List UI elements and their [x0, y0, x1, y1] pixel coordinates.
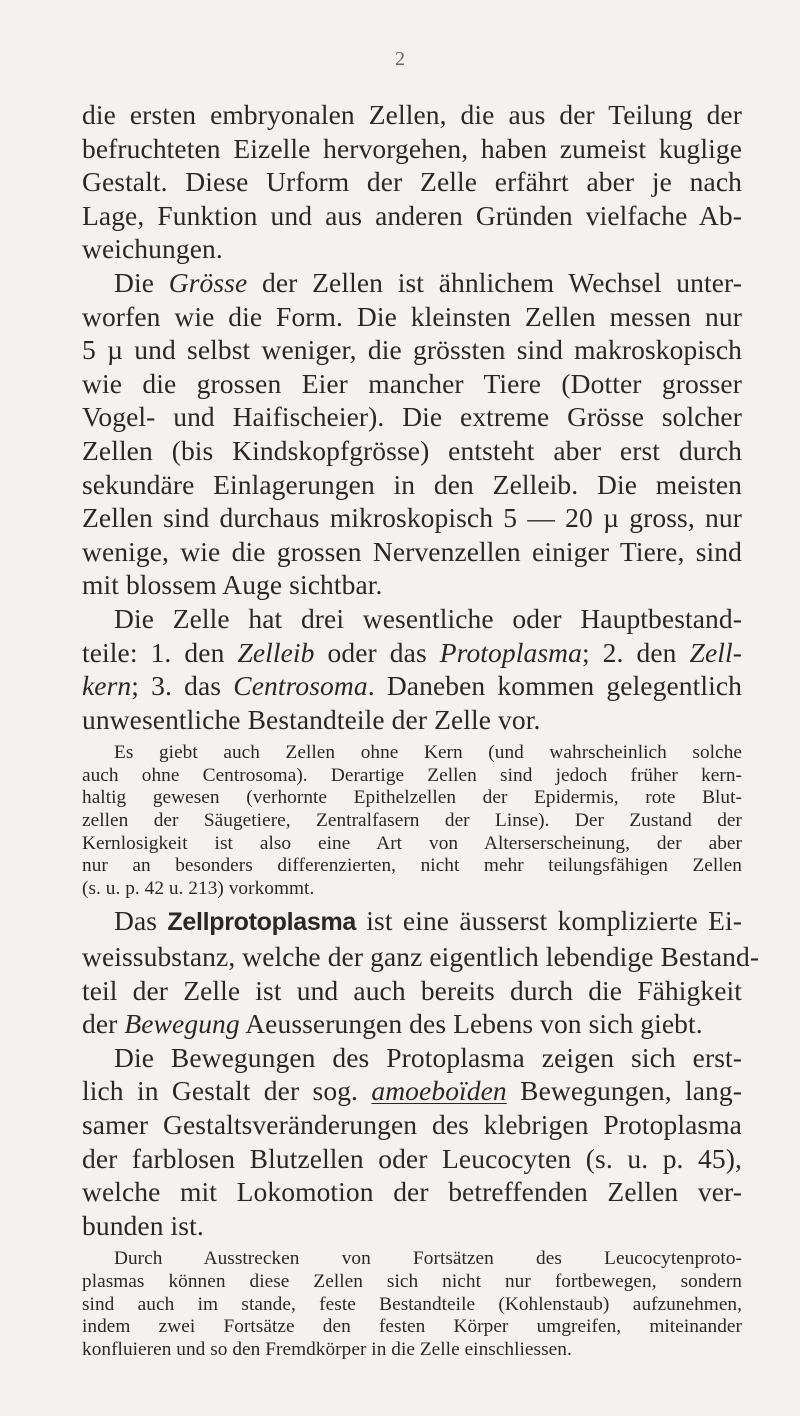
text-line: [82, 1074, 742, 1108]
text-line: Vogel- und Haifischeier). Die extreme Grösse solcher: [82, 401, 742, 433]
note-line: Es giebt auch Zellen ohne Kern (und wahrscheinlich solche: [114, 742, 742, 764]
emphasis-term: Centrosoma: [233, 670, 368, 702]
note-line: nur an besonders differenzierten, nicht mehr teilungsfähigen Zellen: [82, 855, 742, 877]
text-line: Gestalt. Diese Urform der Zelle erfährt aber je nach: [82, 166, 742, 198]
text-line: Zellen (bis Kindskopfgrösse) entsteht aber erst durch: [82, 434, 742, 466]
note-line: Kernlosigkeit ist also eine Art von Alterserscheinung, der aber: [82, 832, 742, 854]
page-number: 2: [395, 48, 405, 70]
text-line: [82, 636, 742, 670]
text-line: befruchteten Eizelle hervorgehen, haben zumeist kuglige: [82, 132, 742, 164]
text-line: [82, 669, 742, 703]
text-run: Das: [114, 905, 168, 937]
text-run: ; 2. den: [581, 636, 690, 668]
note-line: haltig gewesen (verhornte Epithelzellen der Epidermis, rote Blut-: [82, 787, 742, 809]
emphasis-term: Zell-: [689, 636, 742, 668]
note-line: Durch Ausstrecken von Fortsätzen des Leucocytenproto-: [114, 1248, 742, 1270]
note-line: sind auch im stande, feste Bestandteile (Kohlenstaub) aufzunehmen,: [82, 1293, 742, 1315]
paragraph-cell-size: [82, 266, 742, 602]
body-text: [82, 98, 760, 1361]
note-line: konfluieren und so den Fremdkörper in die Zelle einschliessen.: [82, 1338, 572, 1360]
emphasis-term: Zelleib: [237, 636, 315, 668]
text-run: oder das: [314, 636, 440, 668]
text-line: [82, 904, 742, 940]
text-run: ist eine äusserst komplizierte Ei-: [355, 905, 742, 937]
text-run: lich in Gestalt der sog.: [82, 1075, 372, 1107]
text-line: 5 µ und selbst weniger, die grössten sind makroskopisch: [82, 334, 742, 366]
text-line: weichungen.: [82, 233, 223, 265]
text-run: . Daneben kommen gelegentlich: [367, 670, 742, 702]
text-run: der: [82, 1008, 125, 1040]
text-line: [82, 1007, 742, 1041]
note-line: (s. u. p. 42 u. 213) vorkommt.: [82, 877, 315, 899]
text-run: ; 3. das: [131, 670, 234, 702]
text-line: welche mit Lokomotion der betreffenden Zellen ver-: [82, 1176, 742, 1208]
text-run: teile: 1. den: [82, 636, 238, 668]
paragraph-movements: [82, 1041, 742, 1243]
note-line: indem zwei Fortsätze den festen Körper umgreifen, miteinander: [82, 1316, 742, 1338]
text-line: wenige, wie die grossen Nervenzellen einiger Tiere, sind: [82, 535, 742, 567]
text-run: Die: [114, 266, 169, 298]
footnote-leucocyte-pseudopods: [82, 1248, 742, 1361]
text-line: wie die grossen Eier mancher Tiere (Dotter grosser: [82, 367, 742, 399]
note-line: auch ohne Centrosoma). Derartige Zellen sind jedoch früher kern-: [82, 764, 742, 786]
emphasis-term: Grösse: [168, 266, 248, 298]
text-line: Zellen sind durchaus mikroskopisch 5 — 20 µ gross, nur: [82, 502, 742, 534]
note-line: plasmas können diese Zellen sich nicht nur fortbewegen, sondern: [82, 1270, 742, 1292]
text-run: Bewegungen, lang-: [506, 1075, 743, 1107]
text-line: Die Bewegungen des Protoplasma zeigen sich erst-: [114, 1041, 742, 1073]
text-line: samer Gestaltsveränderungen des klebrigen Protoplasma: [82, 1109, 742, 1140]
text-run: der Zellen ist ähnlichem Wechsel unter-: [247, 266, 743, 298]
text-line: [82, 266, 742, 300]
text-line: weissubstanz, welche der ganz eigentlich lebendige Bestand-: [82, 941, 760, 973]
text-line: die ersten embryonalen Zellen, die aus der Teilung der: [82, 99, 742, 130]
text-line: teil der Zelle ist und auch bereits durch die Fähigkeit: [82, 974, 742, 1006]
text-line: der farblosen Blutzellen oder Leucocyten (s. u. p. 45),: [82, 1142, 742, 1174]
paragraph-cell-components: [82, 602, 742, 736]
text-line: Lage, Funktion und aus anderen Gründen vielfache Ab-: [82, 199, 742, 231]
note-line: zellen der Säugetiere, Zentralfasern der Linse). Der Zustand der: [82, 810, 742, 832]
text-line: bunden ist.: [82, 1209, 204, 1241]
text-run: Aeusserungen des Lebens von sich giebt.: [239, 1008, 703, 1040]
text-line: sekundäre Einlagerungen in den Zelleib. Die meisten: [82, 468, 742, 500]
emphasis-term: kern: [82, 670, 132, 702]
footnote-anucleate-cells: [82, 742, 742, 900]
emphasis-term: amoeboïden: [371, 1075, 507, 1107]
emphasis-term: Bewegung: [124, 1008, 240, 1040]
text-line: worfen wie die Form. Die kleinsten Zellen messen nur: [82, 300, 742, 332]
paragraph-embryonic-cells: [82, 98, 742, 266]
text-line: mit blossem Auge sichtbar.: [82, 569, 383, 601]
bold-term: Zellprotoplasma: [167, 908, 356, 937]
emphasis-term: Protoplasma: [439, 636, 582, 668]
text-line: unwesentliche Bestandteile der Zelle vor.: [82, 703, 541, 735]
paragraph-protoplasm: [82, 904, 760, 1040]
text-line: Die Zelle hat drei wesentliche oder Hauptbestand-: [114, 602, 742, 634]
